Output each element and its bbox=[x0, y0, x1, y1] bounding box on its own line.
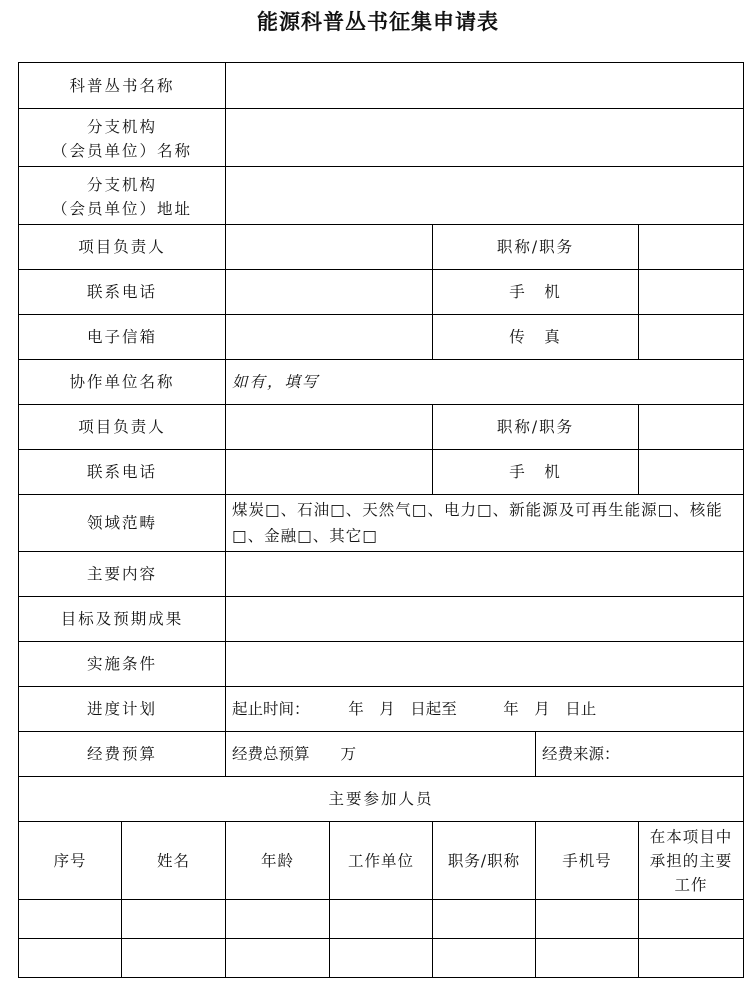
field-options[interactable]: 煤炭□、石油□、天然气□、电力□、新能源及可再生能源□、核能□、金融□、其它□ bbox=[226, 495, 744, 552]
input-goals[interactable] bbox=[226, 597, 744, 642]
budget-total[interactable]: 经费总预算 万 bbox=[226, 732, 536, 777]
label-field: 领域范畴 bbox=[19, 495, 226, 552]
label-branch-name bbox=[19, 109, 226, 167]
label-mobile-2: 手 机 bbox=[433, 450, 639, 495]
row-book-name bbox=[19, 63, 744, 109]
col-header-age: 年龄 bbox=[226, 822, 330, 900]
input-leader[interactable] bbox=[226, 225, 433, 270]
row-partner bbox=[19, 360, 744, 405]
participant-cell[interactable] bbox=[433, 939, 536, 978]
participant-cell[interactable] bbox=[226, 939, 330, 978]
input-branch-name[interactable] bbox=[226, 109, 744, 167]
label-phone: 联系电话 bbox=[19, 270, 226, 315]
input-book-name[interactable] bbox=[226, 63, 744, 109]
col-header-responsibility: 在本项目中承担的主要工作 bbox=[639, 822, 744, 900]
row-conditions bbox=[19, 642, 744, 687]
label-mobile: 手 机 bbox=[433, 270, 639, 315]
schedule-text[interactable]: 起止时间： 年 月 日起至 年 月 日止 bbox=[226, 687, 744, 732]
participant-cell[interactable] bbox=[536, 939, 639, 978]
form-title: 能源科普丛书征集申请表 bbox=[257, 9, 499, 34]
participant-cell[interactable] bbox=[122, 900, 226, 939]
row-field bbox=[19, 495, 744, 552]
input-title-position-2[interactable] bbox=[639, 405, 744, 450]
input-phone-2[interactable] bbox=[226, 450, 433, 495]
label-leader: 项目负责人 bbox=[19, 225, 226, 270]
input-content[interactable] bbox=[226, 552, 744, 597]
participant-cell[interactable] bbox=[433, 900, 536, 939]
label-email: 电子信箱 bbox=[19, 315, 226, 360]
participant-cell[interactable] bbox=[536, 900, 639, 939]
label-branch-address-line2: （会员单位）地址 bbox=[52, 199, 193, 218]
label-conditions: 实施条件 bbox=[19, 642, 226, 687]
participant-cell[interactable] bbox=[330, 900, 433, 939]
row-phone-2 bbox=[19, 450, 744, 495]
row-branch-address bbox=[19, 167, 744, 225]
label-content: 主要内容 bbox=[19, 552, 226, 597]
input-title-position[interactable] bbox=[639, 225, 744, 270]
label-goals: 目标及预期成果 bbox=[19, 597, 226, 642]
row-content bbox=[19, 552, 744, 597]
participant-cell[interactable] bbox=[19, 900, 122, 939]
row-budget bbox=[19, 732, 744, 777]
participant-cell[interactable] bbox=[226, 900, 330, 939]
label-branch-name-line1: 分支机构 bbox=[87, 117, 158, 136]
participants-header: 主要参加人员 bbox=[19, 777, 744, 822]
col-header-workplace: 工作单位 bbox=[330, 822, 433, 900]
row-leader bbox=[19, 225, 744, 270]
participants-column-headers bbox=[19, 822, 744, 900]
input-branch-address[interactable] bbox=[226, 167, 744, 225]
label-fax: 传 真 bbox=[433, 315, 639, 360]
label-branch-name-line2: （会员单位）名称 bbox=[52, 141, 193, 160]
col-header-position: 职务/职称 bbox=[433, 822, 536, 900]
row-phone bbox=[19, 270, 744, 315]
label-budget: 经费预算 bbox=[19, 732, 226, 777]
input-mobile-2[interactable] bbox=[639, 450, 744, 495]
label-title-position-2: 职称/职务 bbox=[433, 405, 639, 450]
label-partner: 协作单位名称 bbox=[19, 360, 226, 405]
label-leader-2: 项目负责人 bbox=[19, 405, 226, 450]
input-conditions[interactable] bbox=[226, 642, 744, 687]
col-header-mobile: 手机号 bbox=[536, 822, 639, 900]
label-branch-address-line1: 分支机构 bbox=[87, 175, 158, 194]
row-leader-2 bbox=[19, 405, 744, 450]
participant-cell[interactable] bbox=[19, 939, 122, 978]
participant-cell[interactable] bbox=[639, 900, 744, 939]
budget-source[interactable]: 经费来源： bbox=[536, 732, 744, 777]
row-schedule bbox=[19, 687, 744, 732]
input-partner[interactable]: 如有，填写 bbox=[226, 360, 744, 405]
col-header-index: 序号 bbox=[19, 822, 122, 900]
participant-row bbox=[19, 939, 744, 978]
input-fax[interactable] bbox=[639, 315, 744, 360]
row-goals bbox=[19, 597, 744, 642]
label-title-position: 职称/职务 bbox=[433, 225, 639, 270]
label-book-name: 科普丛书名称 bbox=[19, 63, 226, 109]
row-email bbox=[19, 315, 744, 360]
application-form-table bbox=[18, 62, 744, 978]
input-leader-2[interactable] bbox=[226, 405, 433, 450]
participant-cell[interactable] bbox=[639, 939, 744, 978]
row-branch-name bbox=[19, 109, 744, 167]
row-participants-header bbox=[19, 777, 744, 822]
input-phone[interactable] bbox=[226, 270, 433, 315]
input-email[interactable] bbox=[226, 315, 433, 360]
participant-cell[interactable] bbox=[122, 939, 226, 978]
label-branch-address bbox=[19, 167, 226, 225]
col-header-name: 姓名 bbox=[122, 822, 226, 900]
participant-row bbox=[19, 900, 744, 939]
label-phone-2: 联系电话 bbox=[19, 450, 226, 495]
participant-cell[interactable] bbox=[330, 939, 433, 978]
input-mobile[interactable] bbox=[639, 270, 744, 315]
label-schedule: 进度计划 bbox=[19, 687, 226, 732]
